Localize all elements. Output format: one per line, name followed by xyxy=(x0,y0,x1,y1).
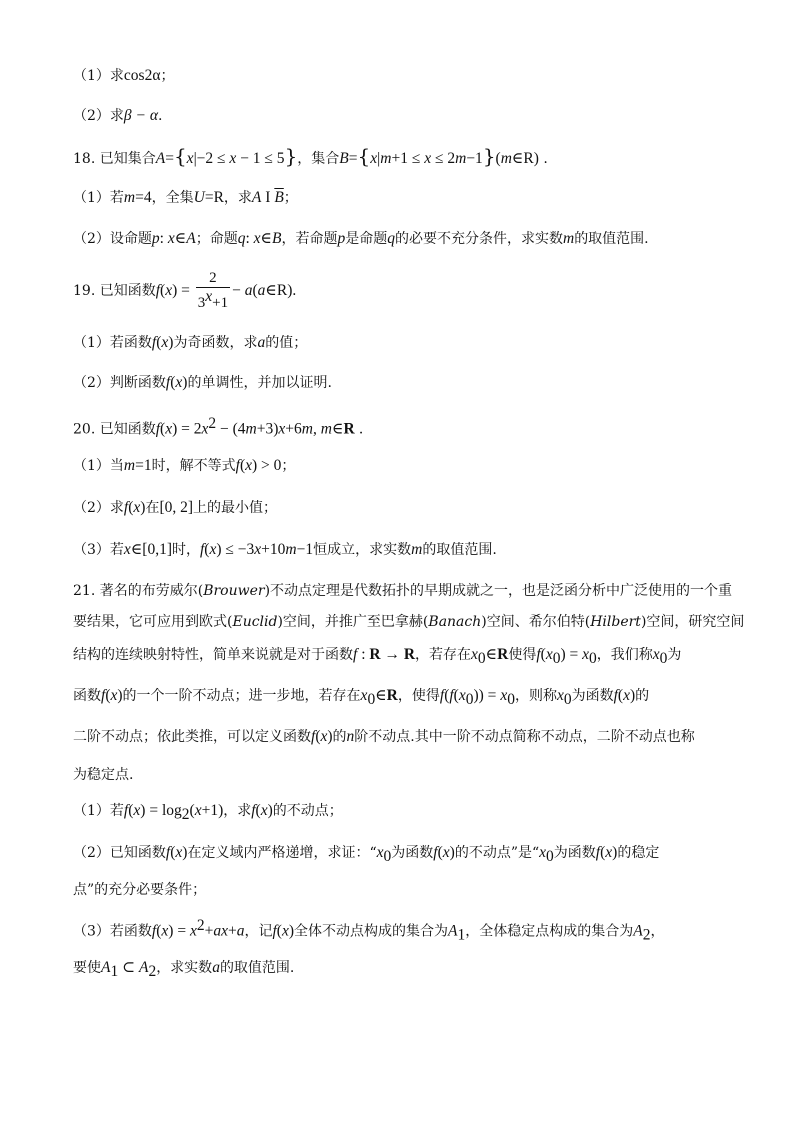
q20-part3: （3）若x∈[0,1]时，f(x) ≤ −3x+10m−1恒成立，求实数m的取值范围. xyxy=(73,541,497,558)
q21-line1: 21. 著名的布劳威尔(Brouwer)不动点定理是代数拓扑的早期成就之一，也是泛函分析中广泛使用的一个重 xyxy=(73,583,733,599)
q18-part1: （1）若m=4，全集U=R，求A I $\overline{B}$； xyxy=(73,189,298,206)
q21-part3-cont: 要使$A_1$ ⊂ $A_2$，求实数a的取值范围. xyxy=(73,959,295,980)
q19-stem: 19. 已知函数f(x) = $\frac{2}{3^x+1}$ − a(a∈R). xyxy=(73,270,297,311)
q20-part1: （1）当m=1时，解不等式f(x) > 0； xyxy=(73,457,296,474)
q17-part1: （1）求cos2α； xyxy=(73,67,175,84)
q21-line2: 要结果，它可应用到欧式(Euclid)空间，并推广至巴拿赫(Banach)空间、希尔伯特(Hilbert)空间，研究空间 xyxy=(73,614,745,630)
fraction: $\frac{2}{3^x+1}$ xyxy=(197,270,229,311)
q18-stem: 18. 已知集合A={x|−2 ≤ x − 1 ≤ 5}，集合B={x|m+1 ≤ x ≤ 2m−1}(m∈R) . xyxy=(73,144,548,168)
q20-part2: （2）求f(x)在[0, 2]上的最小值； xyxy=(73,499,278,516)
q21-part3: （3）若函数$f(x) = x^2+ax+a$，记f(x)全体不动点构成的集合为$A_1$，全体稳定点构成的集合为$A_2$， xyxy=(73,917,665,944)
q19-part1: （1）若函数f(x)为奇函数，求a的值； xyxy=(73,334,308,351)
q21-line5: 二阶不动点；依此类推，可以定义函数f(x)的n阶不动点.其中一阶不动点简称不动点，二阶不动点也称 xyxy=(73,728,695,745)
q21-part2: （2）已知函数f(x)在定义域内严格递增，求证：“$x_0$为函数f(x)的不动点”是“$x_0$为函数f(x)的稳定 xyxy=(73,844,660,865)
q19-part2: （2）判断函数f(x)的单调性，并加以证明. xyxy=(73,374,332,391)
q21-line6: 为稳定点. xyxy=(73,767,134,783)
q17-part2: （2）求β − α. xyxy=(73,107,163,124)
q21-part1: （1）若$f(x) = \log_2(x+1)$，求f(x)的不动点； xyxy=(73,802,343,823)
q21-part2-cont: 点”的充分必要条件； xyxy=(73,882,207,898)
q18-part2: （2）设命题p: x∈A；命题q: x∈B，若命题p是命题q的必要不充分条件，求实数m的取值范围. xyxy=(73,230,649,247)
q21-line4: 函数f(x)的一个一阶不动点；进一步地，若存在$x_0\in R$，使得$f(f(x_0)) = x_0$，则称$x_0$为函数f(x)的 xyxy=(73,687,650,708)
q21-line3: 结构的连续映射特性，简单来说就是对于函数f : R → R，若存在$x_0\in R$使得$f(x_0) = x_0$，我们称$x_0$为 xyxy=(73,646,682,667)
q20-stem: 20. 已知函数$f(x) = 2x^2 - (4m+3)x+6m$, m∈R . xyxy=(73,415,363,438)
